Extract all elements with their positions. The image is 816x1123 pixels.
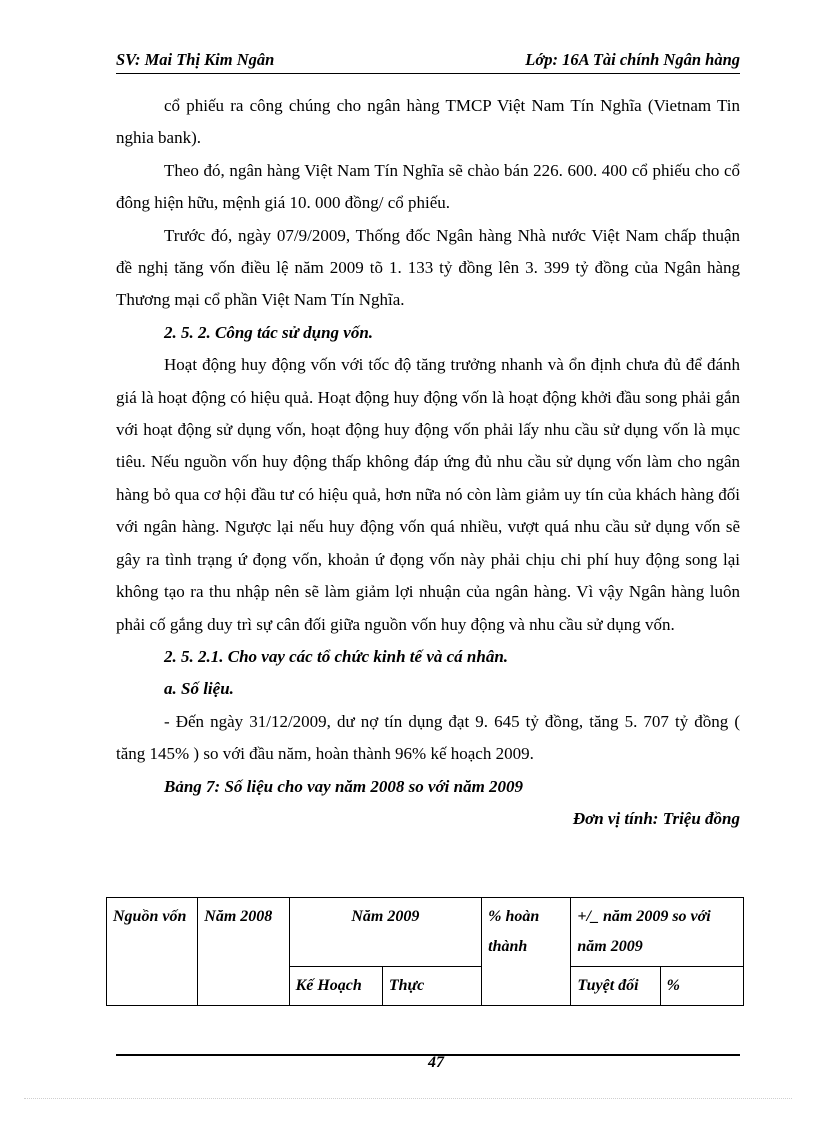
subheader-actual: Thực — [382, 967, 481, 1006]
page-header — [116, 50, 740, 72]
header-2009: Năm 2009 — [289, 898, 482, 967]
paragraph: Hoạt động huy động vốn với tốc độ tăng trưởng nhanh và ổn định chưa đủ để đánh giá là hoạt động có hiệu quả. Hoạt động huy động vốn là hoạt động khởi đầu song phải gắn với hoạt động sử dụng vốn, hoạt động huy động vốn phải lấy nhu cầu sử dụng vốn là mục tiêu. Nếu nguồn vốn huy động thấp không đáp ứng đủ nhu cầu sử dụng vốn làm cho ngân hàng bỏ qua cơ hội đầu tư có hiệu quả, hơn nữa nó còn làm giảm uy tín của khách hàng đối với ngân hàng. Ngược lại nếu huy động vốn quá nhiều, vượt quá nhu cầu sử dụng vốn sẽ gây ra tình trạng ứ đọng vốn, khoản ứ đọng vốn này phải chịu chi phí huy động song lại không tạo ra thu nhập nên sẽ làm giảm lợi nhuận của ngân hàng. Vì vậy Ngân hàng luôn phải cố gắng duy trì sự cân đối giữa nguồn vốn huy động và nhu cầu sử dụng vốn. — [116, 355, 740, 634]
header-source: Nguồn vốn — [107, 898, 198, 1006]
section-heading: 2. 5. 2. Công tác sử dụng vốn. — [164, 322, 374, 342]
subsection-heading: 2. 5. 2.1. Cho vay các tổ chức kinh tế và cá nhân. — [164, 646, 509, 666]
body-text — [116, 90, 740, 835]
page-edge — [24, 1098, 792, 1099]
header-2008: Năm 2008 — [198, 898, 289, 1006]
subheader-plan: Kế Hoạch — [289, 967, 382, 1006]
class-name: Lớp: 16A Tài chính Ngân hàng — [525, 50, 740, 69]
loan-table — [106, 897, 744, 1006]
paragraph: - Đến ngày 31/12/2009, dư nợ tín dụng đạt 9. 645 tỷ đồng, tăng 5. 707 tỷ đồng ( tăng 145% ) so với đầu năm, hoàn thành 96% kế hoạch 2009. — [116, 711, 740, 764]
item-heading: a. Số liệu. — [164, 679, 234, 699]
subheader-abs: Tuyệt đối — [571, 967, 660, 1006]
subheader-pct: % — [660, 967, 743, 1006]
header-percent: % hoàn thành — [482, 898, 571, 1006]
table-title: Bảng 7: Số liệu cho vay năm 2008 so với năm 2009 — [164, 776, 524, 796]
paragraph: cổ phiếu ra công chúng cho ngân hàng TMCP Việt Nam Tín Nghĩa (Vietnam Tin nghia bank). — [116, 96, 740, 148]
paragraph: Theo đó, ngân hàng Việt Nam Tín Nghĩa sẽ chào bán 226. 600. 400 cổ phiếu cho cổ đông hiện hữu, mệnh giá 10. 000 đồng/ cổ phiếu. — [116, 160, 740, 213]
header-rule — [116, 73, 740, 74]
header-compare: +/_ năm 2009 so với năm 2009 — [571, 898, 744, 967]
page-number: 47 — [428, 1054, 444, 1071]
student-name: SV: Mai Thị Kim Ngân — [116, 50, 275, 69]
unit-label: Đơn vị tính: Triệu đồng — [572, 808, 740, 828]
paragraph: Trước đó, ngày 07/9/2009, Thống đốc Ngân hàng Nhà nước Việt Nam chấp thuận đề nghị tăng vốn điều lệ năm 2009 tõ 1. 133 tỷ đồng lên 3. 399 tỷ đồng của Ngân hàng Thương mại cổ phần Việt Nam Tín Nghĩa. — [116, 225, 740, 310]
